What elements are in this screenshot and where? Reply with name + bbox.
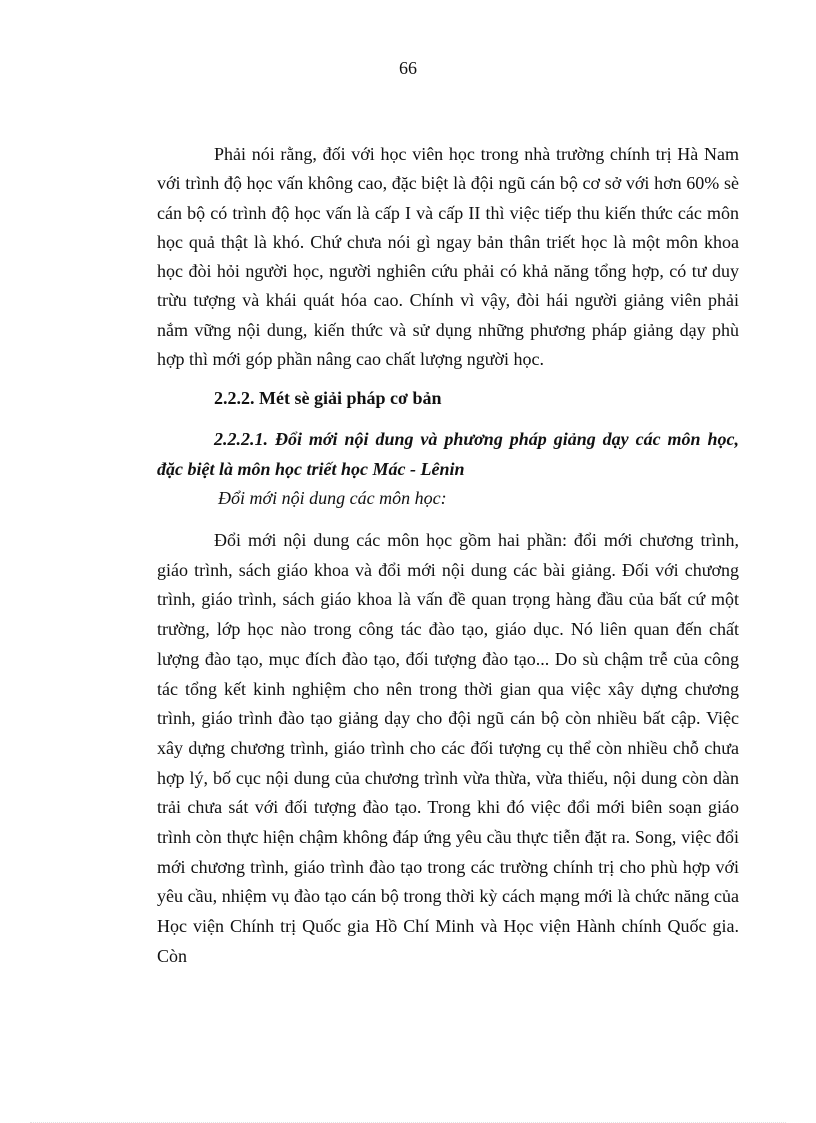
italic-subheading: Đổi mới nội dung các môn học: xyxy=(218,488,447,508)
body-paragraph: Phải nói rằng, đối với học viên học trong nhà trường chính trị Hà Nam với trình độ học vấn không cao, đặc biệt là đội ngũ cán bộ cơ sở với hơn 60% sè cán bộ có trình độ học vấn là cấp I và cấp II thì việc tiếp thu kiến thức các môn học quả thật là khó. Chứ chưa nói gì ngay bản thân triết học là một môn khoa học đòi hỏi người học, người nghiên cứu phải có khả năng tổng hợp, có tư duy trừu tượng và khái quát hóa cao. Chính vì vậy, đòi hái người giảng viên phải nắm vững nội dung, kiến thức và sử dụng những phương pháp giảng dạy phù hợp thì mới góp phần nâng cao chất lượng người học. xyxy=(157,144,739,370)
subsection-heading: 2.2.2.1. Đổi mới nội dung và phương pháp giảng dạy các môn học, đặc biệt là môn học triết học Mác - Lênin xyxy=(157,429,739,479)
body-paragraph: Đổi mới nội dung các môn học gồm hai phần: đổi mới chương trình, giáo trình, sách giáo khoa và đổi mới nội dung các bài giảng. Đối với chương trình, giáo trình, sách giáo khoa là vấn đề quan trọng hàng đầu của bất cứ một trường, lớp học nào trong công tác đào tạo, giáo dục. Nó liên quan đến chất lượng đào tạo, mục đích đào tạo, đối tượng đào tạo... Do sù chậm trễ của công tác tổng kết kinh nghiệm cho nên trong thời gian qua việc xây dựng chương trình, giáo trình đào tạo giảng dạy cho đội ngũ cán bộ còn nhiều bất cập. Việc xây dựng chương trình, giáo trình cho các đối tượng cụ thể còn nhiều chỗ chưa hợp lý, bố cục nội dung của chương trình vừa thừa, vừa thiếu, nội dung còn dàn trải chưa sát với đối tượng đào tạo. Trong khi đó việc đổi mới biên soạn giáo trình còn thực hiện chậm không đáp ứng yêu cầu thực tiễn đặt ra. Song, việc đổi mới chương trình, giáo trình đào tạo trong các trường chính trị cho phù hợp với yêu cầu, nhiệm vụ đào tạo cán bộ trong thời kỳ cách mạng mới là chức năng của Học viện Chính trị Quốc gia Hồ Chí Minh và Học viện Hành chính Quốc gia. Còn xyxy=(157,530,739,966)
page-number: 66 xyxy=(399,58,417,78)
section-heading: 2.2.2. Mét sè giải pháp cơ bản xyxy=(214,388,442,408)
